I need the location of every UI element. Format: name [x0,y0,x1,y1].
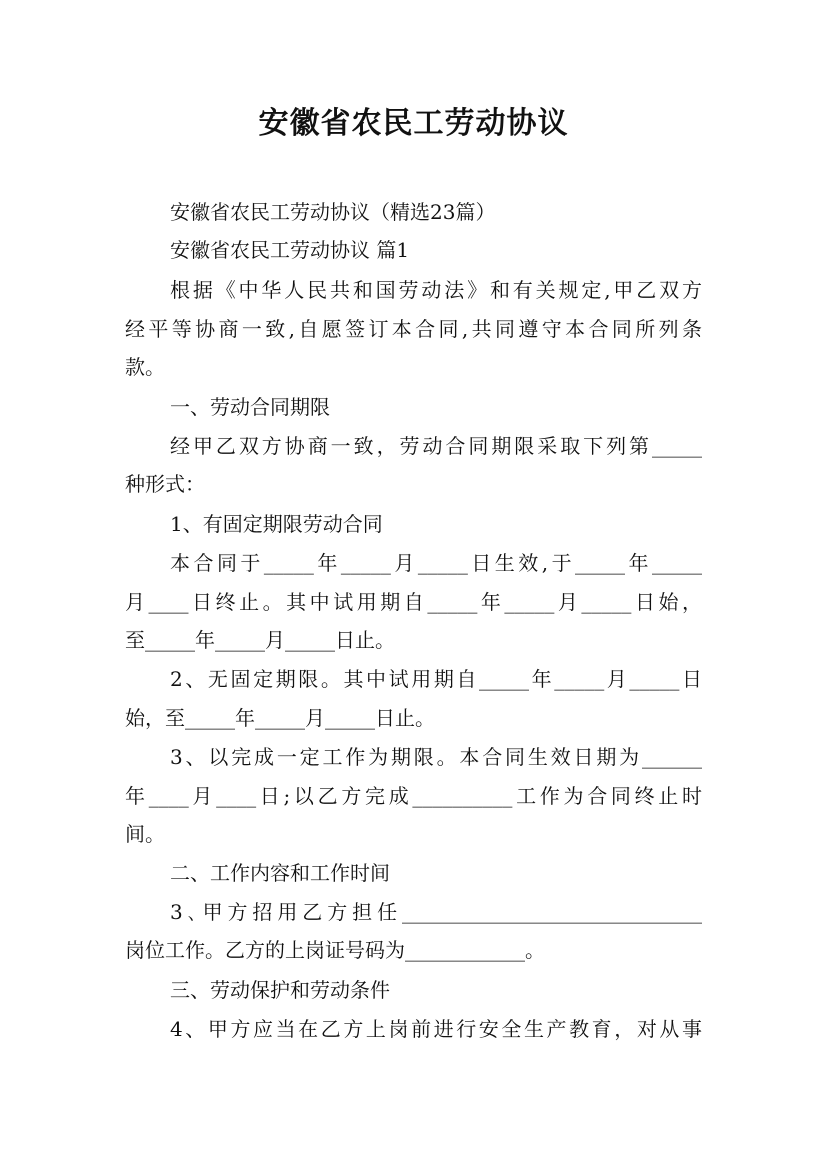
item1-line-2: 月____日终止。其中试用期自_____年_____月_____日始， [125,590,702,614]
item1-line-1: 本合同于_____年_____月_____日生效,于_____年_____ [170,551,702,575]
document-title: 安徽省农民工劳动协议 [258,106,569,141]
section1-line-1: 经甲乙双方协商一致，劳动合同期限采取下列第_____ [170,434,702,458]
item2-line-1: 2、无固定期限。其中试用期自_____年_____月_____日 [170,667,702,691]
intro-line-3: 款。 [125,355,165,379]
item3-line-2: 年____月____日;以乙方完成__________工作为合同终止时 [125,784,702,808]
item2-line-2: 始，至_____年_____月_____日止。 [125,706,435,730]
section2-heading: 二、工作内容和工作时间 [170,861,390,885]
section1-heading: 一、劳动合同期限 [170,395,330,419]
item1-line-3: 至_____年_____月_____日止。 [125,628,395,652]
item3-line-1: 3、以完成一定工作为期限。本合同生效日期为______ [170,745,702,769]
document-subtitle: 安徽省农民工劳动协议（精选23篇） [170,200,496,224]
chapter-heading: 安徽省农民工劳动协议 篇1 [170,238,410,262]
intro-line-2: 经平等协商一致,自愿签订本合同,共同遵守本合同所列条 [125,317,702,341]
section3-heading: 三、劳动保护和劳动条件 [170,978,390,1002]
section3-line-1: 4、甲方应当在乙方上岗前进行安全生产教育，对从事 [170,1017,702,1041]
section2-line-2: 岗位工作。乙方的上岗证号码为____________。 [125,938,545,962]
intro-line-1: 根据《中华人民共和国劳动法》和有关规定,甲乙双方 [170,278,702,302]
section1-line-2: 种形式： [125,472,205,496]
section2-line-1: 3､甲方招用乙方担任______________________________ [170,900,702,924]
item3-line-3: 间。 [125,822,165,846]
item1-heading: 1、有固定期限劳动合同 [170,512,383,536]
